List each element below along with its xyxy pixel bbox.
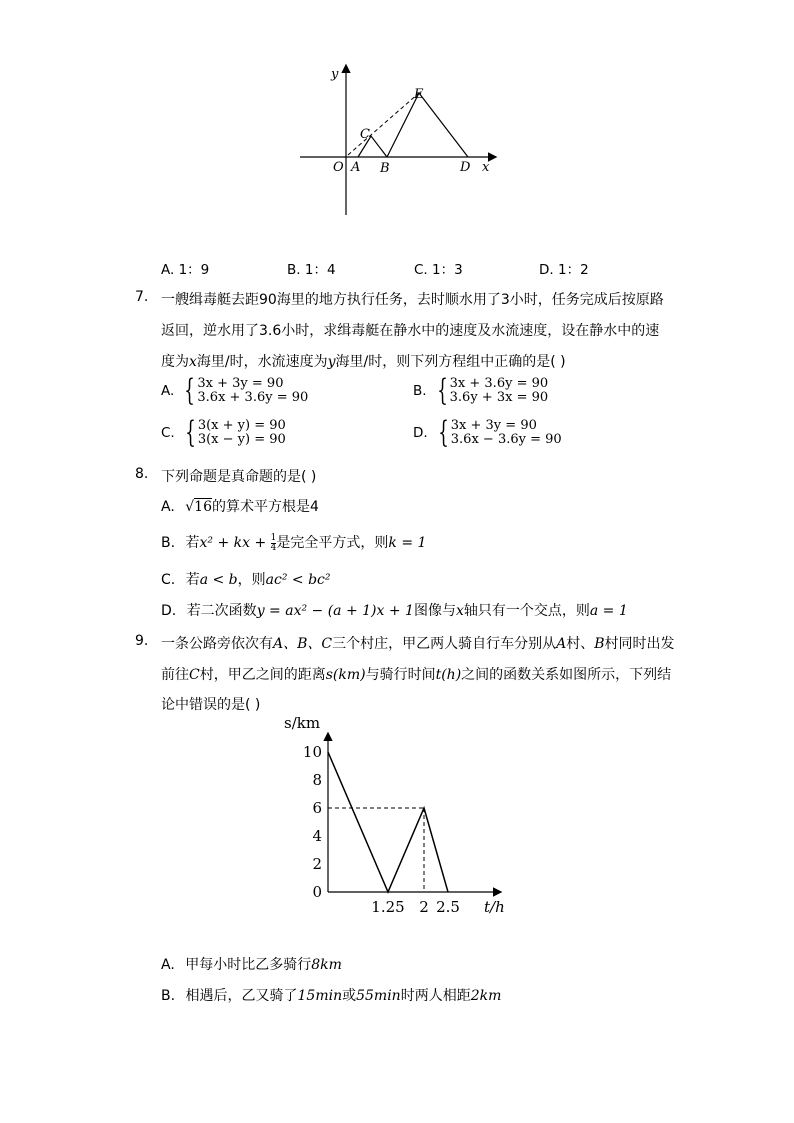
q7-stem-line-3: 度为x海里/时，水流速度为y海里/时，则下列方程组中正确的是( )	[161, 354, 566, 370]
q9-stem-line-3: 论中错误的是( )	[161, 697, 261, 713]
chart-y-tick-label: 0	[312, 883, 322, 901]
q8-stem: 下列命题是真命题的是( )	[161, 469, 317, 485]
chart-x-tick-label: 2	[419, 898, 429, 916]
q9-option-b[interactable]: B. 相遇后，乙又骑了15min或55min时两人相距2km	[161, 988, 502, 1004]
q7-option-a[interactable]: A. { 3x + 3y = 90 3.6x + 3.6y = 90	[161, 373, 309, 408]
label-e: E	[414, 87, 424, 102]
q8-number: 8.	[135, 466, 149, 482]
label-y: y	[331, 67, 339, 82]
q7-number: 7.	[135, 289, 149, 305]
triangle-bed	[387, 93, 468, 157]
label-b: B	[380, 161, 390, 176]
label-o: O	[333, 160, 344, 175]
chart-y-label: s/km	[284, 714, 321, 732]
q7-option-d[interactable]: D. { 3x + 3y = 90 3.6x − 3.6y = 90	[413, 415, 562, 450]
q9-option-a[interactable]: A. 甲每小时比乙多骑行8km	[161, 957, 342, 973]
chart-y-tick-label: 2	[312, 855, 322, 873]
q9-distance-time-chart	[270, 710, 520, 920]
chart-x-tick-label: 2.5	[436, 898, 460, 916]
q9-stem-line-2: 前往C村，甲乙之间的距离s(km)与骑行时间t(h)之间的函数关系如图所示，下列结	[161, 667, 672, 683]
q8-option-d[interactable]: D. 若二次函数y = ax² − (a + 1)x + 1图像与x轴只有一个交点，则a = 1	[161, 603, 628, 619]
q6-option-a[interactable]: A. 1：9	[161, 262, 210, 278]
chart-y-tick-label: 4	[312, 827, 322, 845]
chart-x-tick-label: 1.25	[371, 898, 405, 916]
q9-number: 9.	[135, 633, 149, 649]
q6-option-c[interactable]: C. 1：3	[414, 262, 463, 278]
chart-y-tick-label: 10	[302, 743, 322, 761]
label-d: D	[460, 160, 471, 175]
q7-stem-line-2: 返回，逆水用了3.6小时，求缉毒艇在静水中的速度及水流速度，设在静水中的速	[161, 323, 660, 339]
q7-option-c[interactable]: C. { 3(x + y) = 90 3(x − y) = 90	[161, 415, 286, 450]
q6-option-d[interactable]: D. 1：2	[539, 262, 589, 278]
q9-stem-line-1: 一条公路旁依次有A、B、C三个村庄，甲乙两人骑自行车分别从A村、B村同时出发	[161, 636, 675, 652]
q7-stem-line-1: 一艘缉毒艇去距90海里的地方执行任务，去时顺水用了3小时，任务完成后按原路	[161, 292, 664, 308]
q6-option-b[interactable]: B. 1：4	[287, 262, 336, 278]
chart-x-label: t/h	[484, 898, 505, 916]
label-c: C	[360, 127, 370, 142]
q7-option-b[interactable]: B. { 3x + 3.6y = 90 3.6y + 3x = 90	[413, 373, 549, 408]
figure-1-coordinate-sketch	[290, 60, 510, 220]
q8-option-a[interactable]: A. √16的算术平方根是4	[161, 499, 319, 515]
label-a: A	[351, 160, 361, 175]
chart-y-tick-label: 6	[312, 799, 322, 817]
label-x: x	[482, 160, 490, 175]
chart-series-line	[328, 752, 448, 892]
q8-option-c[interactable]: C. 若a < b，则ac² < bc²	[161, 572, 331, 588]
chart-y-tick-label: 8	[312, 771, 322, 789]
dashed-oe	[348, 93, 419, 155]
q8-option-b[interactable]: B. 若x² + kx + $\frac{1}{4}$ 是完全平方式，则k = 1	[161, 532, 427, 553]
